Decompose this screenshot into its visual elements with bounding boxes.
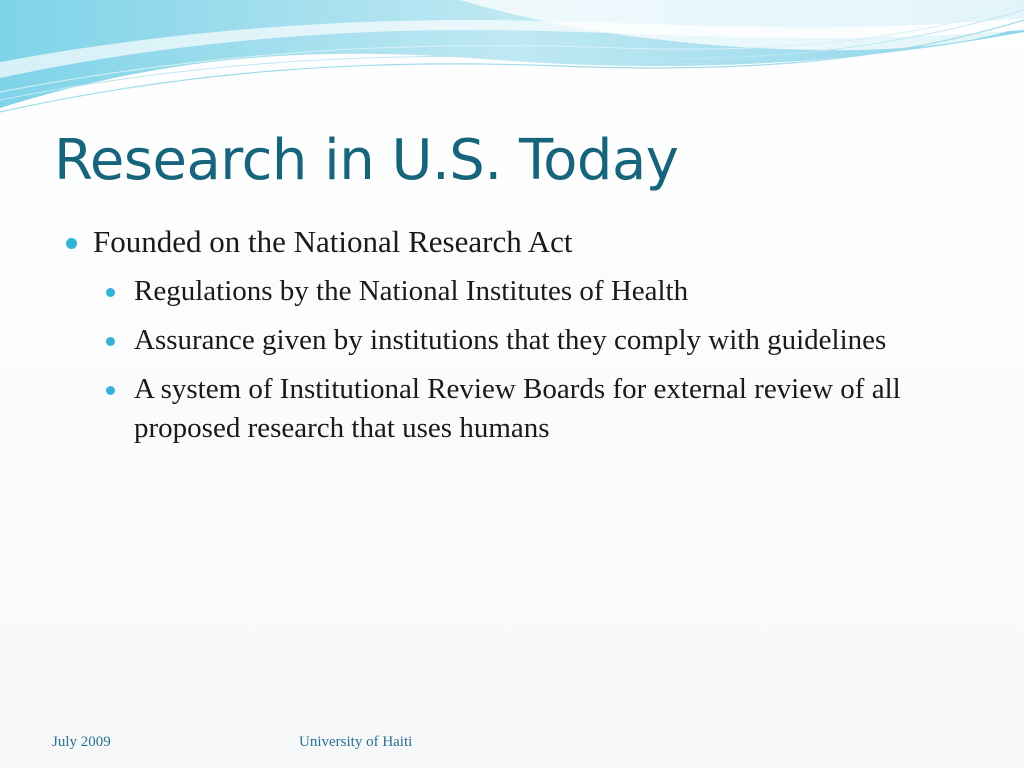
bullet-text: Regulations by the National Institutes of Health xyxy=(134,275,689,307)
bullet-dot-icon xyxy=(106,337,115,346)
slide-title: Research in U.S. Today xyxy=(54,128,679,193)
bullet-list xyxy=(62,222,962,458)
bullet-text: Founded on the National Research Act xyxy=(93,224,573,259)
bullet-text: Assurance given by institutions that they comply with guidelines xyxy=(134,324,887,356)
bullet-level2 xyxy=(103,321,962,360)
bullet-level2 xyxy=(103,272,962,311)
footer-date: July 2009 xyxy=(52,734,111,750)
bullet-dot-icon xyxy=(66,238,77,249)
bullet-text: A system of Institutional Review Boards for external review of all proposed research that uses humans xyxy=(134,373,901,444)
bullet-level1 xyxy=(62,222,962,262)
decorative-wave-header xyxy=(0,0,1024,130)
bullet-dot-icon xyxy=(106,386,115,395)
bullet-dot-icon xyxy=(106,288,115,297)
bullet-level2 xyxy=(103,370,962,448)
footer-organization: University of Haiti xyxy=(299,734,413,750)
